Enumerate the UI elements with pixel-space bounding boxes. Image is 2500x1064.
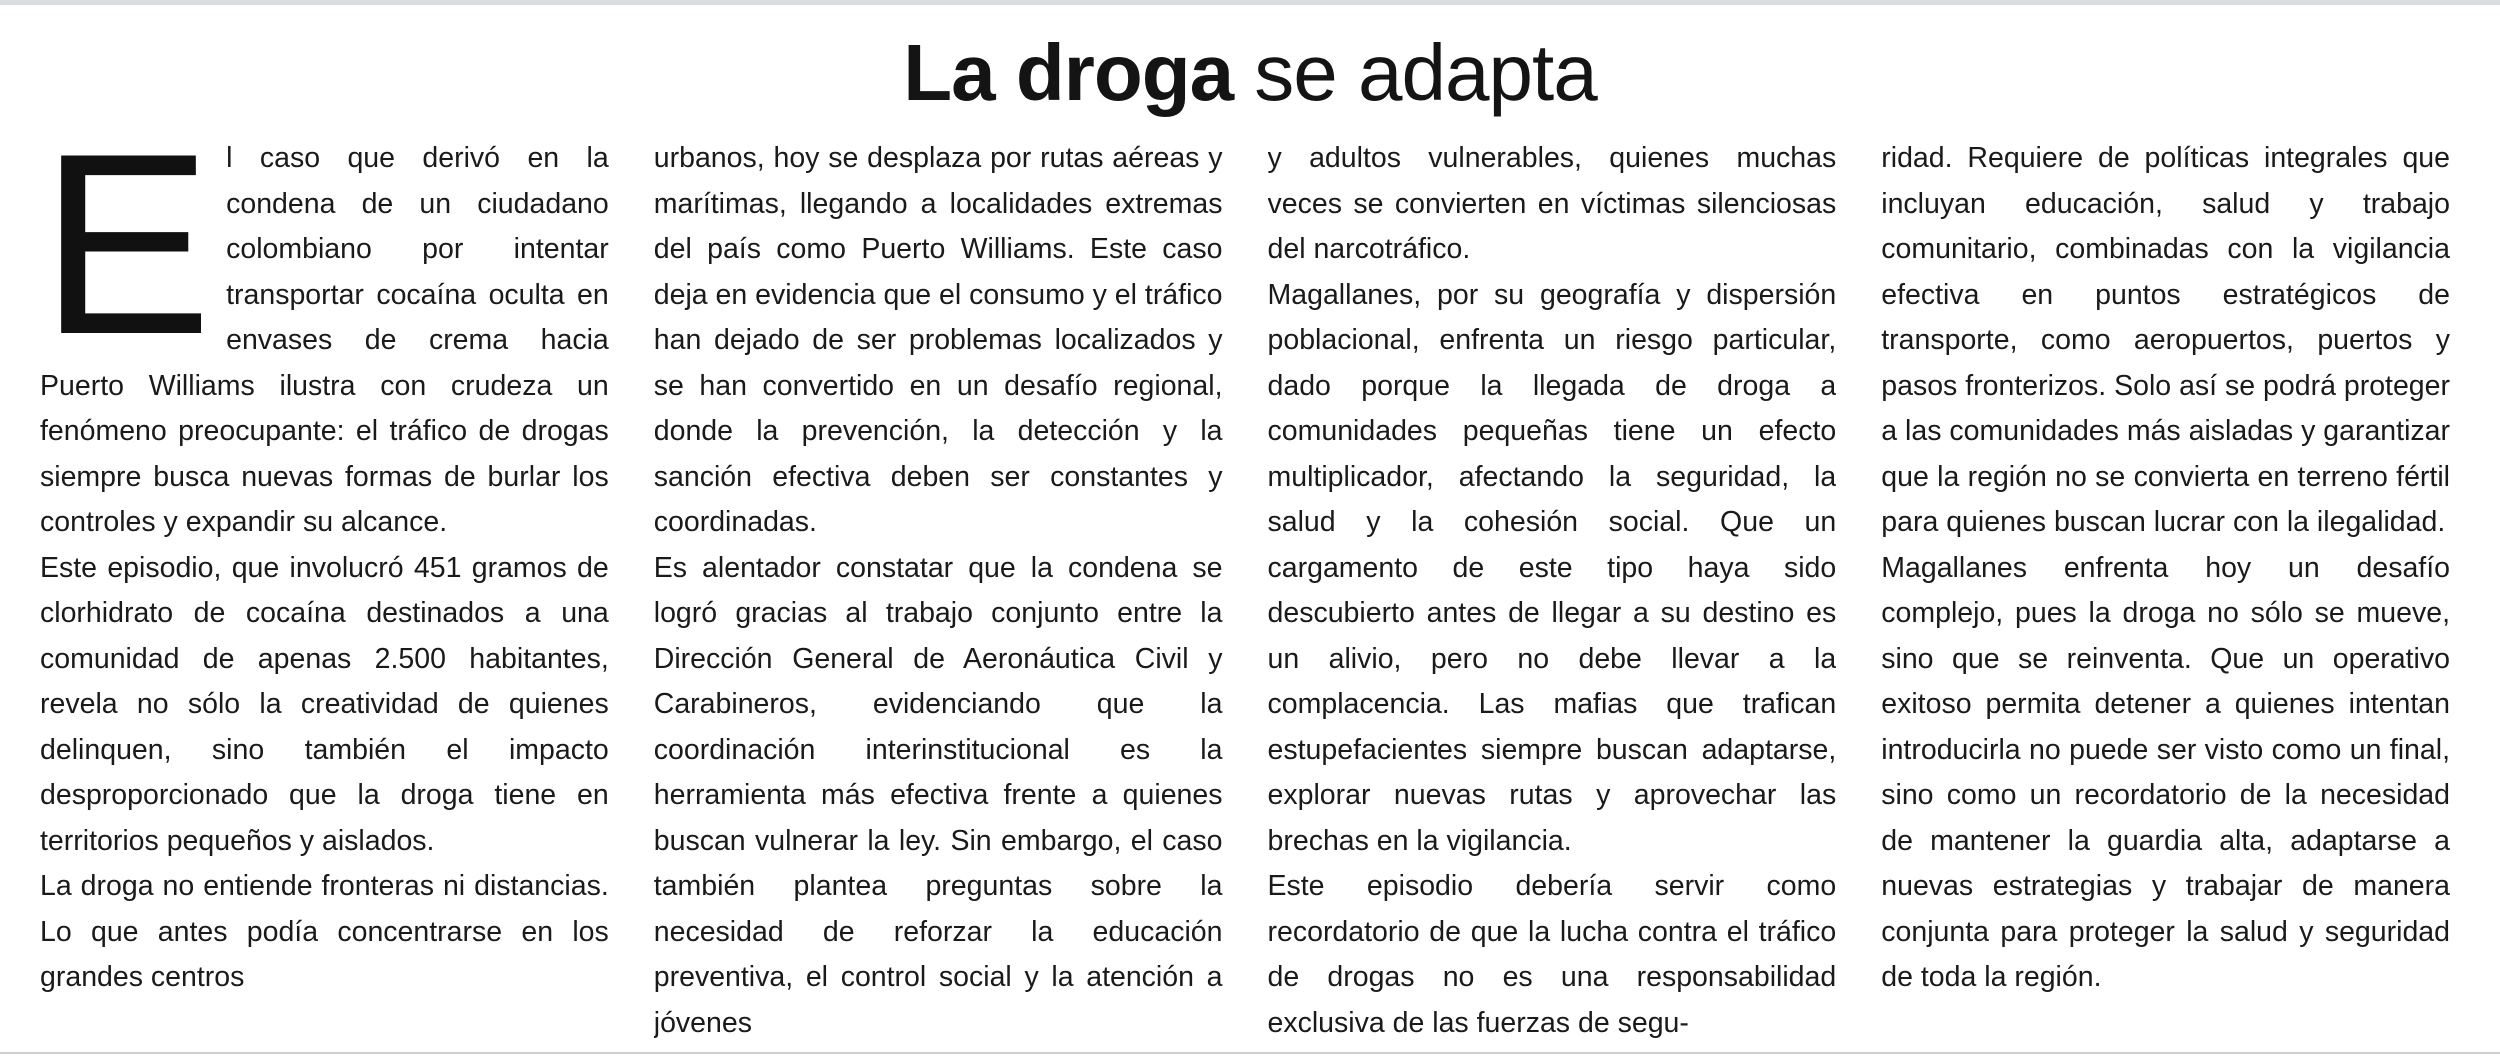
paragraph: Magallanes enfrenta hoy un desafío complejo, pues la droga no sólo se mueve, sino que se reinventa. Que un operativo exitoso permita detener a quienes intentan introducirla no puede ser visto como un final, sino como un recordatorio de la necesidad de mantener la guardia alta, adaptarse a nuevas estrategias y trabajar de manera conjunta para proteger la salud y seguridad de toda la región. (1881, 551, 2450, 993)
drop-cap: E (40, 136, 213, 388)
paragraph: urbanos, hoy se desplaza por rutas aéreas y marítimas, llegando a localidades extremas del país como Puerto Williams. Este caso deja en evidencia que el consumo y el tráfico han dejado de ser problemas localizados y se han convertido en un desafío regional, donde la prevención, la detección y la sanción efectiva deben ser constantes y coordinadas. (653, 142, 1223, 538)
top-rule (0, 0, 2500, 5)
headline-bold: La droga (903, 28, 1234, 117)
paragraph: Este episodio debería servir como recordatorio de que la lucha contra el tráfico de drogas no es una responsabilidad exclusiva de las fuerzas de segu- (1267, 870, 1837, 1039)
paragraph: Es alentador constatar que la condena se logró gracias al trabajo conjunto entre la Dirección General de Aeronáutica Civil y Carabineros, evidenciando que la coordinación interinstitucional es la herramienta más efectiva frente a quienes buscan vulnerar la ley. Sin embargo, el caso también plantea preguntas sobre la necesidad de reforzar la educación preventiva, el control social y la atención a jóvenes (653, 551, 1223, 1039)
column-4 (1881, 136, 2450, 1040)
paragraph: Este episodio, que involucró 451 gramos de clorhidrato de cocaína destinados a una comunidad de apenas 2.500 habitantes, revela no sólo la creatividad de quienes delinquen, sino también el impacto desproporcionado que la droga tiene en territorios pequeños y aislados. (40, 551, 609, 857)
paragraph: Magallanes, por su geografía y dispersión poblacional, enfrenta un riesgo particular, dado porque la llegada de droga a comunidades pequeñas tiene un efecto multiplicador, afectando la seguridad, la salud y la cohesión social. Que un cargamento de este tipo haya sido descubierto antes de llegar a su destino es un alivio, pero no debe llevar a la complacencia. Las mafias que trafican estupefacientes siempre buscan adaptarse, explorar nuevas rutas y aprovechar las brechas en la vigilancia. (1267, 278, 1837, 857)
headline-rest: se adapta (1233, 28, 1597, 117)
paragraph (40, 136, 609, 546)
paragraph: La droga no entiende fronteras ni distancias. Lo que antes podía concentrarse en los grandes centros (40, 870, 609, 993)
column-1 (40, 136, 609, 1040)
paragraph: y adultos vulnerables, quienes muchas veces se convierten en víctimas silenciosas del narcotráfico. (1267, 142, 1837, 265)
column-3 (1268, 136, 1837, 1040)
headline (0, 18, 2500, 128)
bottom-rule (0, 1052, 2500, 1054)
paragraph-text: l caso que derivó en la condena de un ciudadano colombiano por intentar transportar cocaína oculta en envases de crema hacia Puerto Williams ilustra con crudeza un fenómeno preocupante: el tráfico de drogas siempre busca nuevas formas de burlar los controles y expandir su alcance. (40, 142, 609, 538)
article-body (40, 136, 2450, 1040)
column-2 (654, 136, 1223, 1040)
paragraph: ridad. Requiere de políticas integrales que incluyan educación, salud y trabajo comunitario, combinadas con la vigilancia efectiva en puntos estratégicos de transporte, como aeropuertos, puertos y pasos fronterizos. Solo así se podrá proteger a las comunidades más aisladas y garantizar que la región no se convierta en terreno fértil para quienes buscan lucrar con la ilegalidad. (1881, 142, 2450, 538)
